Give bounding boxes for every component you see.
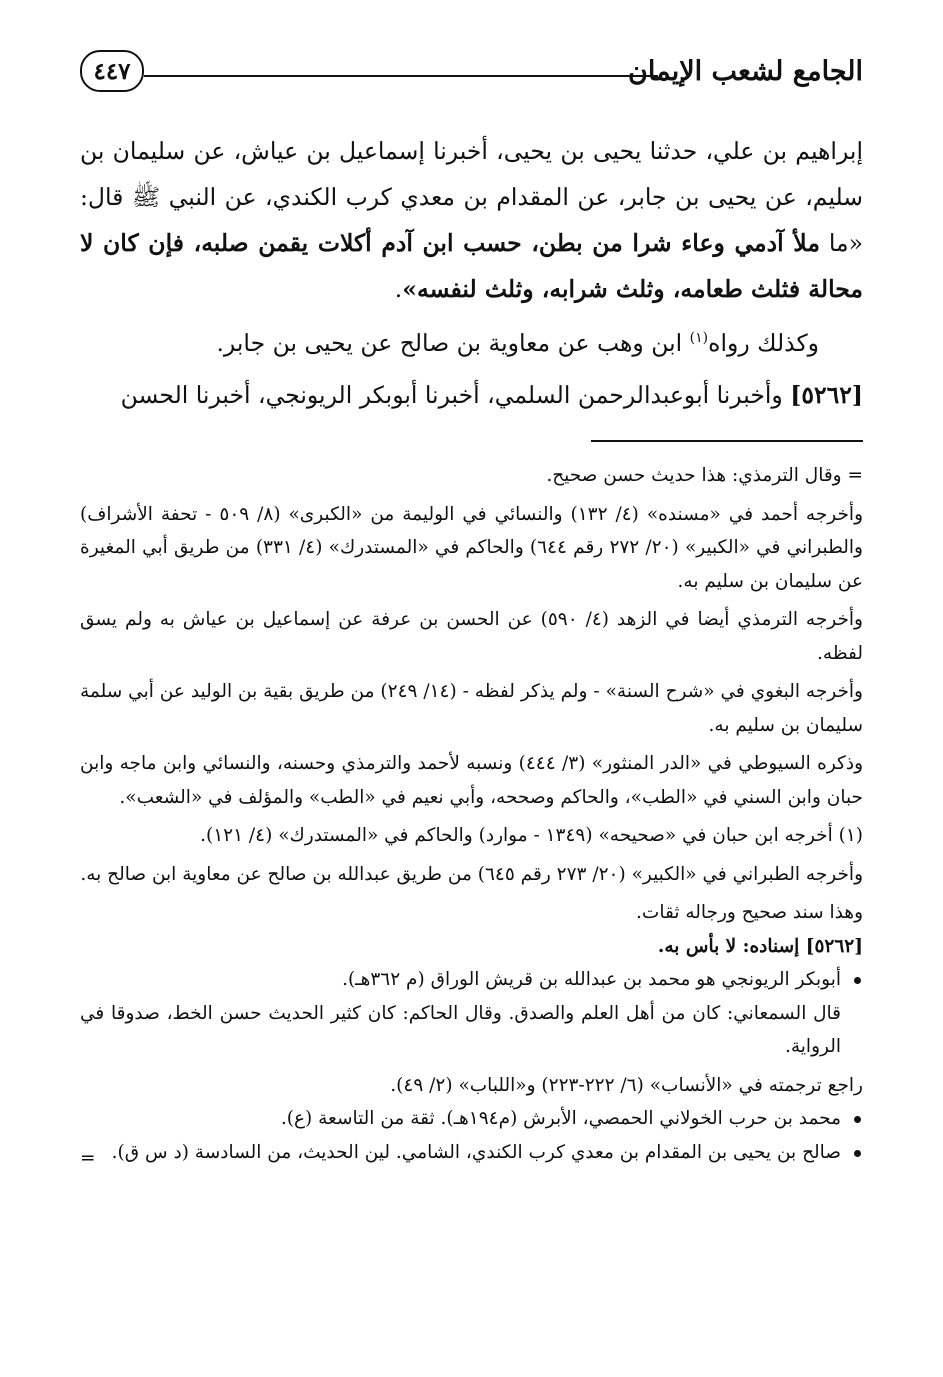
- isnad-line-1: إبراهيم بن علي، حدثنا يحيى بن يحيى، أخبرنا إسماعيل بن عياش، عن سليمان بن: [80, 137, 863, 165]
- narrator-note: محمد بن حرب الخولاني الحمصي، الأبرش (م١٩٤هـ). ثقة من التاسعة (ع).: [80, 1102, 863, 1136]
- running-header: [80, 48, 863, 100]
- header-rule: [144, 75, 658, 77]
- footnote-line: وأخرجه البغوي في «شرح السنة» - ولم يذكر لفظه - (١٤/ ٢٤٩) من طريق بقية بن الوليد عن أبي سلمة سليمان بن سليم به.: [80, 681, 863, 736]
- hadith-matn: ملأ آدمي وعاء شرا من بطن، حسب ابن آدم أكلات يقمن صلبه، فإن كان لا محالة فثلث طعامه، وثلث شرابه، وثلث لنفسه»: [80, 229, 863, 303]
- isnad-grading: [٥٢٦٢] إسناده: لا بأس به.: [657, 935, 863, 957]
- narrator-note: صالح بن يحيى بن المقدام بن معدي كرب الكندي، الشامي. لين الحديث، من السادسة (د س ق).: [80, 1136, 863, 1170]
- narration-note: وكذلك رواه$^{(١)}$ ابن وهب عن معاوية بن صالح عن يحيى بن جابر.: [216, 329, 819, 357]
- bullet-icon: [854, 1150, 861, 1157]
- footnote-line: وهذا سند صحيح ورجاله ثقات.: [636, 902, 863, 923]
- footnote-ref-1: (١): [689, 330, 709, 347]
- footnotes: [80, 459, 863, 1169]
- isnad-line-2: سليم، عن يحيى بن جابر، عن المقدام بن معدي كرب الكندي، عن النبي ﷺ قال: «ما: [80, 183, 863, 257]
- footnote-1: (١) أخرجه ابن حبان في «صحيحه» (١٣٤٩ - موارد) والحاكم في «المستدرك» (٤/ ١٢١).: [200, 825, 863, 846]
- footnote-line: وأخرجه الطبراني في «الكبير» (٢٠/ ٢٧٣ رقم ٦٤٥) من طريق عبدالله بن صالح عن معاوية ابن صالح به.: [80, 863, 863, 885]
- bullet-icon: [854, 1116, 861, 1123]
- footnote-line: وأخرجه أحمد في «مسنده» (٤/ ١٣٢) والنسائي في الوليمة من «الكبرى» (٨/ ٥٠٩ - تحفة الأشراف) والطبراني في «الكبير» (٢٠/ ٢٧٢ رقم ٦٤٤) والحاكم في «المستدرك» (٤/ ٣٣١) من طريق أبي المغيرة عن سليمان بن سليم به.: [80, 503, 864, 592]
- bullet-icon: [854, 977, 861, 984]
- main-text: [80, 128, 863, 418]
- continuation-mark: =: [80, 1148, 96, 1169]
- footnote-line: وذكره السيوطي في «الدر المنثور» (٣/ ٤٤٤) ونسبه لأحمد والترمذي وحسنه، والنسائي وابن ماجه وابن حبان وابن السني في «الطب»، والحاكم وصححه، وأبي نعيم في «الطب» والمؤلف في «الشعب».: [80, 753, 864, 808]
- narrator-note: أبوبكر الريونجي هو محمد بن عبدالله بن قريش الوراق (م ٣٦٢هـ).: [80, 963, 863, 997]
- page-number: ٤٤٧: [80, 50, 144, 92]
- footnote-line: وأخرجه الترمذي أيضا في الزهد (٤/ ٥٩٠) عن الحسن بن عرفة عن إسماعيل بن عياش به ولم يسق لفظه.: [80, 609, 863, 664]
- book-title: الجامع لشعب الإيمان: [628, 56, 863, 87]
- footnote-line: راجع ترجمته في «الأنساب» (٦/ ٢٢٢-٢٢٣) و«اللباب» (٢/ ٤٩).: [390, 1074, 863, 1096]
- hadith-number: [٥٢٦٢]: [790, 381, 863, 409]
- hadith-paragraph: إبراهيم بن علي، حدثنا يحيى بن يحيى، أخبرنا إسماعيل بن عياش، عن سليمان بن سليم، عن يحيى بن جابر، عن المقدام بن معدي كرب الكندي، عن النبي ﷺ قال: «ما ملأ آدمي وعاء شرا من بطن، حسب ابن آدم أكلات يقمن صلبه، فإن كان لا محالة فثلث طعامه، وثلث شرابه، وثلث لنفسه».: [80, 137, 863, 303]
- footnote-line: = وقال الترمذي: هذا حديث حسن صحيح.: [546, 465, 863, 486]
- narrator-note-detail: قال السمعاني: كان من أهل العلم والصدق. وقال الحاكم: كان كثير الحديث حسن الخط، صدوقا في الرواية.: [80, 1002, 841, 1057]
- footnote-divider: [591, 440, 863, 442]
- hadith-entry: [٥٢٦٢] وأخبرنا أبوعبدالرحمن السلمي، أخبرنا أبوبكر الريونجي، أخبرنا الحسن: [120, 381, 863, 409]
